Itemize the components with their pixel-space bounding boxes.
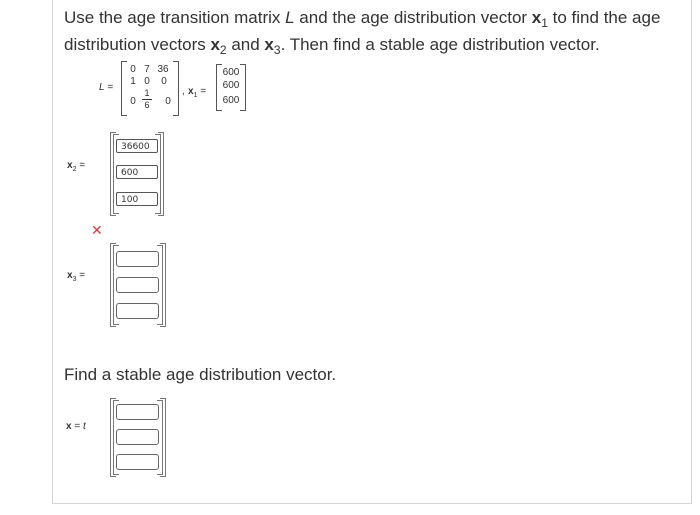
- x3-input-1[interactable]: [116, 251, 159, 267]
- stable-right-bracket: [160, 398, 166, 477]
- x3-input-3[interactable]: [116, 303, 159, 319]
- x3-input-2[interactable]: [116, 277, 159, 293]
- matrix-cell: 0: [130, 96, 136, 107]
- incorrect-x-icon: ✕: [91, 222, 103, 238]
- question-text: Use the age transition matrix L and the age distribution vector $x_1$ to find the age distribution vectors $x_2$ and $x_3$. Then find a stable age distribution vector.: [64, 8, 661, 57]
- stable-input-2[interactable]: [116, 429, 159, 445]
- x2-input-3[interactable]: 100: [116, 192, 158, 206]
- x1-right-bracket: [240, 64, 246, 111]
- x2-input-1[interactable]: 36600: [116, 139, 158, 153]
- matrix-label: L =: [99, 82, 114, 93]
- matrix-cell: 36: [157, 64, 169, 75]
- x1-value: 600: [222, 67, 240, 78]
- matrix-cell: 0: [144, 76, 150, 87]
- matrix-fraction: 1 6: [142, 89, 152, 110]
- matrix-cell: 0: [161, 76, 167, 87]
- matrix-cell: 7: [144, 64, 150, 75]
- matrix-right-bracket: [173, 61, 179, 116]
- stable-prompt: Find a stable age distribution vector.: [64, 365, 337, 384]
- stable-input-1[interactable]: [116, 404, 159, 420]
- x1-value: 600: [222, 80, 240, 91]
- x2-right-bracket: [158, 132, 164, 216]
- x1-value: 600: [222, 95, 240, 106]
- x3-right-bracket: [160, 243, 166, 327]
- x3-label: $x_3$ =: [67, 270, 86, 283]
- stable-label: x = t: [66, 421, 86, 432]
- x1-label: $x_1$ =: [188, 86, 207, 99]
- x2-label: $x_2$ =: [67, 160, 86, 173]
- separator-comma: ,: [182, 86, 185, 97]
- matrix-cell: 1: [130, 76, 136, 87]
- stable-input-3[interactable]: [116, 454, 159, 470]
- matrix-cell: 0: [165, 96, 171, 107]
- x2-input-2[interactable]: 600: [116, 165, 158, 179]
- matrix-cell: 0: [130, 64, 136, 75]
